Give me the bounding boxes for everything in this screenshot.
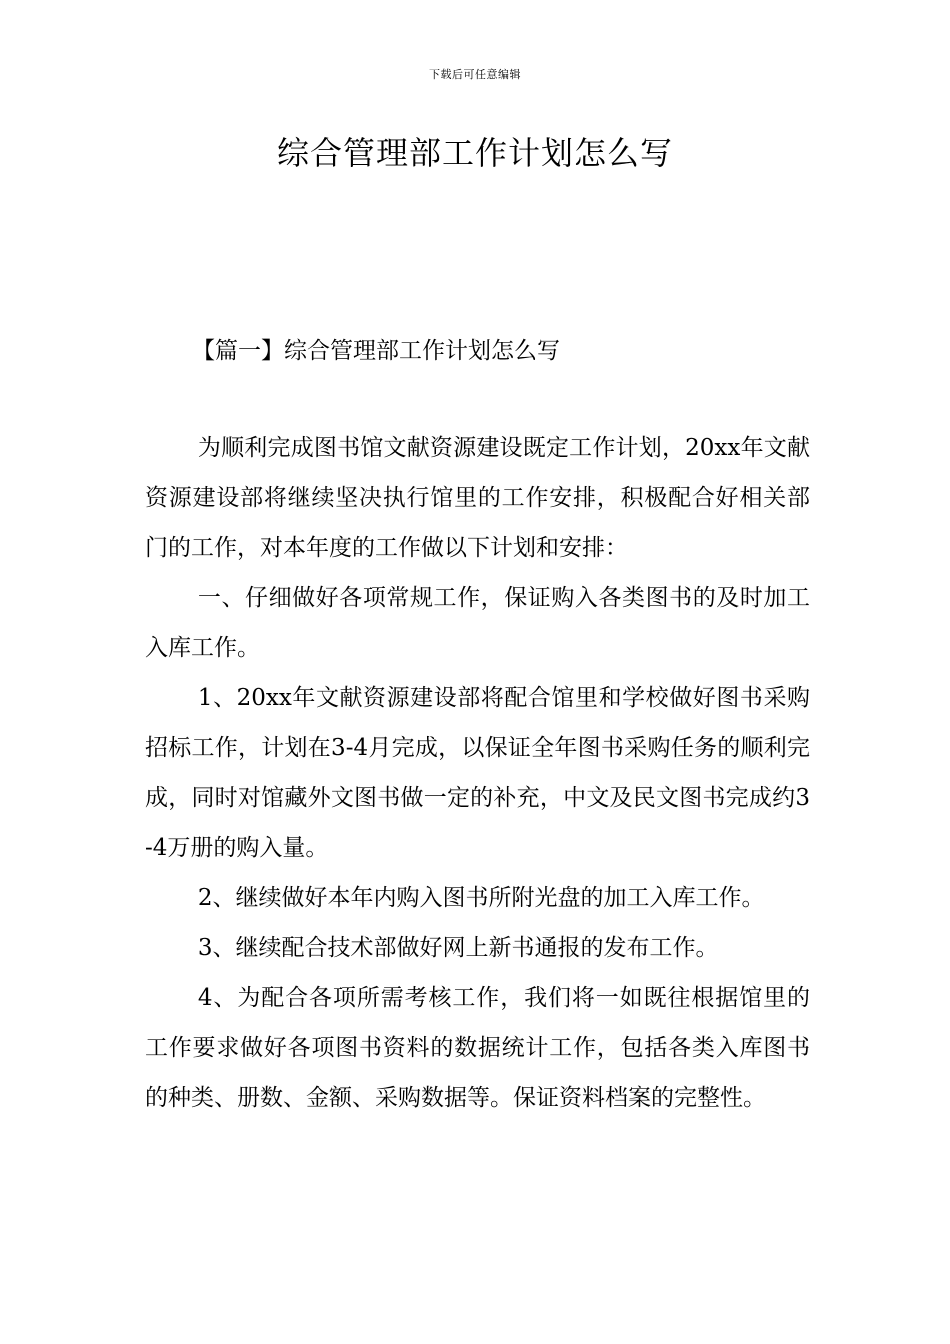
document-body bbox=[145, 423, 810, 1123]
section-heading: 【篇一】综合管理部工作计划怎么写 bbox=[192, 338, 560, 364]
paragraph: 一、仔细做好各项常规工作，保证购入各类图书的及时加工入库工作。 bbox=[145, 585, 810, 661]
paragraph: 1、20xx年文献资源建设部将配合馆里和学校做好图书采购招标工作，计划在3-4月完成，以保证全年图书采购任务的顺利完成，同时对馆藏外文图书做一定的补充，中文及民文图书完成约3-4万册的购入量。 bbox=[145, 685, 810, 861]
header-note: 下载后可任意编辑 bbox=[429, 68, 521, 81]
document-title: 综合管理部工作计划怎么写 bbox=[276, 134, 673, 172]
paragraph: 为顺利完成图书馆文献资源建设既定工作计划，20xx年文献资源建设部将继续坚决执行馆里的工作安排，积极配合好相关部门的工作，对本年度的工作做以下计划和安排： bbox=[145, 435, 810, 561]
paragraph: 2、继续做好本年内购入图书所附光盘的加工入库工作。 bbox=[197, 885, 765, 911]
paragraph: 4、为配合各项所需考核工作，我们将一如既往根据馆里的工作要求做好各项图书资料的数据统计工作，包括各类入库图书的种类、册数、金额、采购数据等。保证资料档案的完整性。 bbox=[145, 985, 810, 1111]
paragraph: 3、继续配合技术部做好网上新书通报的发布工作。 bbox=[197, 935, 719, 961]
